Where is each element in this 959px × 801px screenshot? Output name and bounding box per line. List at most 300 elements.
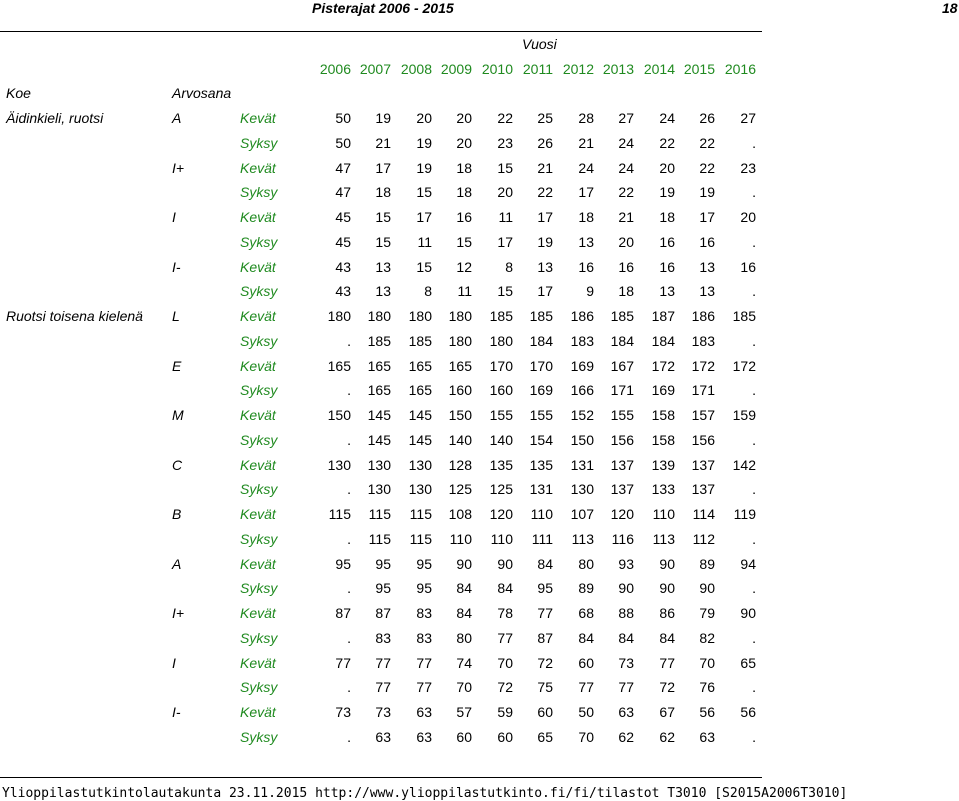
- table-cell: 95: [335, 556, 351, 572]
- table-cell: 24: [618, 135, 634, 151]
- row-season-label: Syksy: [240, 432, 278, 448]
- table-cell: 115: [368, 531, 391, 547]
- row-grade-label: I-: [172, 704, 181, 720]
- table-cell: 9: [586, 283, 594, 299]
- table-cell: 16: [659, 234, 675, 250]
- row-season-label: Syksy: [240, 481, 278, 497]
- table-cell: 8: [424, 283, 432, 299]
- row-season-label: Syksy: [240, 531, 278, 547]
- row-grade-label: C: [172, 457, 183, 473]
- table-cell: 135: [489, 457, 513, 473]
- table-cell: 73: [375, 704, 391, 720]
- table-cell: 20: [456, 110, 472, 126]
- table-cell: 88: [618, 605, 634, 621]
- table-cell: .: [752, 729, 756, 745]
- table-cell: 77: [416, 679, 432, 695]
- table-cell: 184: [529, 333, 553, 349]
- table-cell: .: [347, 333, 351, 349]
- table-cell: 125: [489, 481, 513, 497]
- table-cell: 47: [335, 184, 351, 200]
- table-cell: 169: [651, 382, 675, 398]
- table-cell: 95: [375, 556, 391, 572]
- table-cell: 172: [691, 358, 715, 374]
- table-cell: 165: [448, 358, 472, 374]
- column-header-koe: Koe: [6, 85, 31, 101]
- table-cell: 67: [659, 704, 675, 720]
- table-cell: 60: [456, 729, 472, 745]
- table-cell: .: [752, 679, 756, 695]
- row-season-label: Syksy: [240, 333, 278, 349]
- table-cell: 16: [659, 259, 675, 275]
- table-cell: 90: [456, 556, 472, 572]
- table-cell: 186: [691, 308, 715, 324]
- table-cell: 87: [375, 605, 391, 621]
- table-cell: 140: [489, 432, 513, 448]
- table-cell: 180: [408, 308, 432, 324]
- table-cell: .: [752, 333, 756, 349]
- row-season-label: Syksy: [240, 382, 278, 398]
- table-cell: 140: [448, 432, 472, 448]
- table-cell: 145: [408, 407, 432, 423]
- table-cell: 86: [659, 605, 675, 621]
- table-cell: 77: [618, 679, 634, 695]
- table-cell: 87: [537, 630, 553, 646]
- row-season-label: Kevät: [240, 407, 276, 423]
- table-cell: 11: [457, 283, 472, 299]
- table-cell: 112: [692, 531, 715, 547]
- row-season-label: Kevät: [240, 655, 276, 671]
- table-cell: 28: [578, 110, 594, 126]
- table-cell: 20: [416, 110, 432, 126]
- table-cell: 16: [456, 209, 472, 225]
- table-cell: 63: [416, 704, 432, 720]
- table-cell: 20: [740, 209, 756, 225]
- table-cell: .: [347, 679, 351, 695]
- table-cell: 19: [537, 234, 553, 250]
- table-cell: 17: [375, 160, 391, 176]
- row-exam-label: Ruotsi toisena kielenä: [6, 308, 143, 324]
- table-cell: 145: [367, 407, 391, 423]
- table-cell: 11: [498, 209, 513, 225]
- table-cell: 130: [367, 481, 391, 497]
- table-cell: 16: [740, 259, 756, 275]
- table-cell: 13: [578, 234, 594, 250]
- row-grade-label: I+: [172, 605, 185, 621]
- table-cell: 180: [448, 308, 472, 324]
- table-cell: 27: [740, 110, 756, 126]
- row-exam-label: Äidinkieli, ruotsi: [6, 110, 104, 126]
- table-cell: 72: [537, 655, 553, 671]
- table-cell: 77: [416, 655, 432, 671]
- table-cell: 23: [740, 160, 756, 176]
- table-cell: 13: [375, 283, 391, 299]
- table-cell: 59: [497, 704, 513, 720]
- table-cell: 17: [578, 184, 594, 200]
- table-cell: 70: [699, 655, 715, 671]
- table-cell: .: [347, 432, 351, 448]
- table-cell: 60: [537, 704, 553, 720]
- page-number: 18: [942, 0, 958, 16]
- table-cell: 70: [578, 729, 594, 745]
- table-cell: 155: [610, 407, 634, 423]
- year-header-2012: 2012: [562, 61, 594, 77]
- row-grade-label: I+: [172, 160, 185, 176]
- table-cell: 22: [659, 135, 675, 151]
- row-season-label: Syksy: [240, 679, 278, 695]
- table-cell: 18: [618, 283, 634, 299]
- table-cell: 110: [490, 531, 513, 547]
- table-cell: 185: [367, 333, 391, 349]
- row-grade-label: A: [172, 110, 182, 126]
- table-cell: 116: [611, 531, 634, 547]
- table-cell: 185: [529, 308, 553, 324]
- table-cell: 89: [578, 580, 594, 596]
- table-cell: .: [752, 481, 756, 497]
- table-cell: 165: [408, 358, 432, 374]
- table-cell: 183: [691, 333, 715, 349]
- row-grade-label: L: [172, 308, 180, 324]
- table-cell: 15: [416, 184, 432, 200]
- table-cell: .: [752, 382, 756, 398]
- table-cell: 56: [740, 704, 756, 720]
- table-cell: 75: [537, 679, 553, 695]
- table-cell: .: [752, 135, 756, 151]
- footer-text: Ylioppilastutkintolautakunta 23.11.2015 http://www.ylioppilastutkinto.fi/fi/tilastot T3010 [S2015A2006T3010]: [2, 786, 848, 801]
- year-header-2015: 2015: [683, 61, 715, 77]
- table-cell: 13: [659, 283, 675, 299]
- table-cell: 130: [570, 481, 594, 497]
- table-cell: 19: [416, 135, 432, 151]
- table-cell: 21: [537, 160, 553, 176]
- table-cell: .: [752, 630, 756, 646]
- table-cell: 60: [578, 655, 594, 671]
- table-cell: 18: [659, 209, 675, 225]
- table-cell: 13: [375, 259, 391, 275]
- table-cell: 166: [570, 382, 594, 398]
- table-cell: 131: [529, 481, 553, 497]
- row-grade-label: A: [172, 556, 182, 572]
- table-cell: 87: [335, 605, 351, 621]
- table-cell: 90: [497, 556, 513, 572]
- table-cell: 22: [699, 135, 715, 151]
- table-cell: 63: [618, 704, 634, 720]
- table-cell: 13: [699, 283, 715, 299]
- table-cell: 94: [740, 556, 756, 572]
- report-title: Pisterajat 2006 - 2015: [312, 0, 454, 16]
- table-cell: 15: [375, 209, 391, 225]
- table-cell: 17: [537, 283, 553, 299]
- table-cell: 90: [659, 580, 675, 596]
- table-cell: 137: [610, 457, 634, 473]
- table-cell: 17: [416, 209, 432, 225]
- table-cell: 18: [456, 184, 472, 200]
- table-cell: 77: [375, 655, 391, 671]
- table-cell: 180: [367, 308, 391, 324]
- table-cell: 130: [408, 457, 432, 473]
- table-cell: 24: [659, 110, 675, 126]
- table-cell: 139: [651, 457, 675, 473]
- row-season-label: Syksy: [240, 184, 278, 200]
- row-season-label: Kevät: [240, 259, 276, 275]
- table-cell: 131: [570, 457, 594, 473]
- table-cell: 77: [537, 605, 553, 621]
- table-cell: 82: [699, 630, 715, 646]
- table-cell: 45: [335, 209, 351, 225]
- table-cell: 84: [537, 556, 553, 572]
- row-grade-label: M: [172, 407, 184, 423]
- table-cell: 77: [578, 679, 594, 695]
- table-cell: 21: [578, 135, 594, 151]
- table-cell: 113: [652, 531, 675, 547]
- table-cell: 159: [732, 407, 756, 423]
- table-cell: 183: [570, 333, 594, 349]
- table-cell: 18: [456, 160, 472, 176]
- table-cell: 130: [327, 457, 351, 473]
- table-cell: 23: [497, 135, 513, 151]
- year-header-2006: 2006: [319, 61, 351, 77]
- table-cell: 79: [699, 605, 715, 621]
- table-cell: 45: [335, 234, 351, 250]
- table-cell: 77: [659, 655, 675, 671]
- table-cell: 18: [578, 209, 594, 225]
- table-cell: 50: [335, 135, 351, 151]
- table-cell: 22: [699, 160, 715, 176]
- table-cell: 170: [529, 358, 553, 374]
- table-cell: 184: [610, 333, 634, 349]
- table-cell: 115: [409, 506, 432, 522]
- table-cell: 152: [570, 407, 594, 423]
- row-season-label: Syksy: [240, 283, 278, 299]
- table-cell: 185: [610, 308, 634, 324]
- table-cell: 142: [732, 457, 756, 473]
- table-cell: 26: [537, 135, 553, 151]
- row-season-label: Kevät: [240, 160, 276, 176]
- table-cell: 156: [691, 432, 715, 448]
- table-cell: 90: [699, 580, 715, 596]
- row-season-label: Kevät: [240, 506, 276, 522]
- table-cell: 84: [618, 630, 634, 646]
- table-cell: 172: [651, 358, 675, 374]
- table-cell: 107: [570, 506, 594, 522]
- table-cell: 125: [448, 481, 472, 497]
- table-cell: 20: [618, 234, 634, 250]
- table-cell: 180: [448, 333, 472, 349]
- table-cell: 137: [691, 481, 715, 497]
- table-cell: 158: [651, 432, 675, 448]
- table-cell: 63: [375, 729, 391, 745]
- table-cell: .: [347, 729, 351, 745]
- table-cell: 184: [651, 333, 675, 349]
- table-cell: 19: [659, 184, 675, 200]
- table-cell: 187: [651, 308, 675, 324]
- table-cell: 160: [448, 382, 472, 398]
- row-grade-label: E: [172, 358, 182, 374]
- table-cell: 157: [691, 407, 715, 423]
- row-season-label: Kevät: [240, 605, 276, 621]
- table-cell: 165: [367, 358, 391, 374]
- table-cell: 57: [456, 704, 472, 720]
- table-cell: 22: [537, 184, 553, 200]
- table-cell: 17: [537, 209, 553, 225]
- table-cell: 77: [497, 630, 513, 646]
- year-header-2008: 2008: [400, 61, 432, 77]
- table-cell: 18: [375, 184, 391, 200]
- table-cell: 137: [691, 457, 715, 473]
- table-cell: 155: [489, 407, 513, 423]
- row-season-label: Kevät: [240, 110, 276, 126]
- table-cell: 84: [578, 630, 594, 646]
- table-cell: 84: [659, 630, 675, 646]
- row-season-label: Kevät: [240, 209, 276, 225]
- table-cell: 84: [497, 580, 513, 596]
- table-cell: 65: [537, 729, 553, 745]
- table-cell: 115: [328, 506, 351, 522]
- year-header-2014: 2014: [643, 61, 675, 77]
- table-cell: 110: [530, 506, 553, 522]
- table-cell: 17: [497, 234, 513, 250]
- table-cell: 22: [618, 184, 634, 200]
- row-season-label: Syksy: [240, 729, 278, 745]
- row-season-label: Kevät: [240, 556, 276, 572]
- table-cell: 83: [416, 630, 432, 646]
- table-cell: 120: [610, 506, 634, 522]
- table-cell: .: [752, 184, 756, 200]
- table-cell: 180: [327, 308, 351, 324]
- table-cell: 20: [659, 160, 675, 176]
- table-cell: 63: [416, 729, 432, 745]
- table-cell: 74: [456, 655, 472, 671]
- table-cell: 115: [409, 531, 432, 547]
- table-cell: 170: [489, 358, 513, 374]
- table-cell: .: [752, 283, 756, 299]
- table-cell: 185: [408, 333, 432, 349]
- table-cell: 43: [335, 259, 351, 275]
- table-cell: 95: [537, 580, 553, 596]
- table-cell: 76: [699, 679, 715, 695]
- table-cell: 60: [497, 729, 513, 745]
- row-grade-label: I: [172, 655, 176, 671]
- table-cell: 72: [497, 679, 513, 695]
- row-grade-label: I-: [172, 259, 181, 275]
- table-cell: 172: [732, 358, 756, 374]
- table-cell: 26: [699, 110, 715, 126]
- row-grade-label: I: [172, 209, 176, 225]
- table-cell: 12: [456, 259, 472, 275]
- table-cell: 15: [497, 160, 513, 176]
- row-season-label: Kevät: [240, 358, 276, 374]
- table-cell: .: [347, 531, 351, 547]
- row-season-label: Syksy: [240, 135, 278, 151]
- table-cell: 145: [408, 432, 432, 448]
- table-cell: 158: [651, 407, 675, 423]
- row-grade-label: B: [172, 506, 182, 522]
- table-cell: 77: [335, 655, 351, 671]
- table-cell: 95: [375, 580, 391, 596]
- row-season-label: Kevät: [240, 457, 276, 473]
- table-cell: .: [347, 382, 351, 398]
- table-cell: 186: [570, 308, 594, 324]
- table-cell: 22: [497, 110, 513, 126]
- table-cell: .: [752, 531, 756, 547]
- table-cell: 171: [691, 382, 715, 398]
- table-cell: .: [752, 580, 756, 596]
- table-cell: 165: [408, 382, 432, 398]
- year-header-2013: 2013: [602, 61, 634, 77]
- table-cell: 20: [456, 135, 472, 151]
- table-cell: 84: [456, 605, 472, 621]
- table-cell: 180: [489, 333, 513, 349]
- table-cell: 120: [489, 506, 513, 522]
- table-cell: 185: [489, 308, 513, 324]
- year-header-2010: 2010: [481, 61, 513, 77]
- table-cell: 50: [335, 110, 351, 126]
- table-cell: 25: [537, 110, 553, 126]
- row-season-label: Kevät: [240, 308, 276, 324]
- table-cell: 62: [618, 729, 634, 745]
- table-cell: 77: [375, 679, 391, 695]
- table-cell: 78: [497, 605, 513, 621]
- table-cell: 43: [335, 283, 351, 299]
- table-cell: 165: [327, 358, 351, 374]
- table-cell: 16: [699, 234, 715, 250]
- table-cell: .: [752, 432, 756, 448]
- year-header-2009: 2009: [440, 61, 472, 77]
- footer-rule: [0, 777, 762, 778]
- table-cell: 90: [740, 605, 756, 621]
- table-cell: 62: [659, 729, 675, 745]
- table-cell: 155: [529, 407, 553, 423]
- table-cell: 130: [408, 481, 432, 497]
- table-cell: 11: [417, 234, 432, 250]
- table-cell: 83: [375, 630, 391, 646]
- table-cell: 95: [416, 556, 432, 572]
- table-cell: 13: [699, 259, 715, 275]
- table-cell: 167: [610, 358, 634, 374]
- table-cell: 80: [578, 556, 594, 572]
- column-header-arvosana: Arvosana: [172, 85, 232, 101]
- table-cell: 128: [448, 457, 472, 473]
- table-cell: 93: [618, 556, 634, 572]
- table-cell: 111: [531, 531, 553, 547]
- table-cell: 150: [448, 407, 472, 423]
- table-cell: 70: [497, 655, 513, 671]
- table-cell: 114: [692, 506, 715, 522]
- table-cell: 15: [416, 259, 432, 275]
- table-cell: 16: [618, 259, 634, 275]
- row-season-label: Syksy: [240, 630, 278, 646]
- table-cell: 15: [375, 234, 391, 250]
- table-cell: 110: [449, 531, 472, 547]
- table-cell: 169: [529, 382, 553, 398]
- table-cell: .: [347, 580, 351, 596]
- table-cell: 154: [529, 432, 553, 448]
- table-cell: 20: [497, 184, 513, 200]
- table-cell: 24: [618, 160, 634, 176]
- table-cell: 160: [489, 382, 513, 398]
- table-cell: 47: [335, 160, 351, 176]
- table-cell: 15: [497, 283, 513, 299]
- table-cell: 150: [570, 432, 594, 448]
- table-cell: 21: [375, 135, 391, 151]
- table-cell: 72: [659, 679, 675, 695]
- table-cell: 90: [659, 556, 675, 572]
- table-cell: 63: [699, 729, 715, 745]
- table-cell: 95: [416, 580, 432, 596]
- table-cell: 16: [578, 259, 594, 275]
- table-cell: 80: [456, 630, 472, 646]
- table-cell: 113: [571, 531, 594, 547]
- table-cell: 83: [416, 605, 432, 621]
